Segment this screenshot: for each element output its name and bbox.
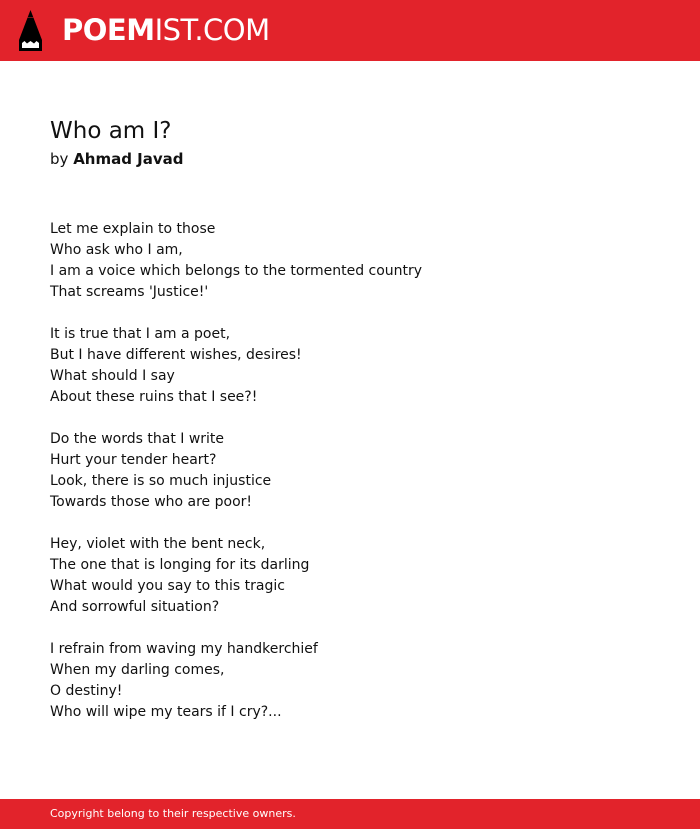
poem-stanza xyxy=(50,219,650,303)
logo-light-text: IST.COM xyxy=(154,13,270,47)
poem-line: The one that is longing for its darling xyxy=(50,557,310,573)
poem-line: When my darling comes, xyxy=(50,662,225,678)
poem-title: Who am I? xyxy=(50,118,172,144)
by-label: by xyxy=(50,150,69,168)
poem-line: Who will wipe my tears if I cry?... xyxy=(50,704,282,720)
copyright-text: Copyright belong to their respective owners. xyxy=(50,807,296,820)
author-name: Ahmad Javad xyxy=(73,150,184,168)
poem-stanza xyxy=(50,324,650,408)
site-logo[interactable] xyxy=(62,12,270,48)
poem-line: I refrain from waving my handkerchief xyxy=(50,641,318,657)
poem-line: What would you say to this tragic xyxy=(50,578,285,594)
byline xyxy=(50,148,184,170)
poem-stanza xyxy=(50,534,650,618)
logo-bold-text: POEM xyxy=(62,13,155,47)
poem-line: Hurt your tender heart? xyxy=(50,452,217,468)
poem-stanza xyxy=(50,429,650,513)
poem-line: It is true that I am a poet, xyxy=(50,326,231,342)
poem-line: I am a voice which belongs to the tormented country xyxy=(50,263,423,279)
poem-line: Let me explain to those xyxy=(50,221,216,237)
poem-line: Hey, violet with the bent neck, xyxy=(50,536,266,552)
poem-line: Who ask who I am, xyxy=(50,242,183,258)
poem-line: About these ruins that I see?! xyxy=(50,389,258,405)
site-footer xyxy=(0,799,700,829)
poem-line: O destiny! xyxy=(50,683,123,699)
poem-line: Do the words that I write xyxy=(50,431,225,447)
pencil-tip-icon[interactable] xyxy=(18,10,43,51)
poem-line: What should I say xyxy=(50,368,175,384)
poem-line: But I have different wishes, desires! xyxy=(50,347,302,363)
poem-line: That screams 'Justice!' xyxy=(50,284,209,300)
poem-line: Look, there is so much injustice xyxy=(50,473,272,489)
poem-stanza xyxy=(50,639,650,723)
poem-body xyxy=(50,219,650,744)
site-header xyxy=(0,0,700,61)
poem-line: Towards those who are poor! xyxy=(50,494,253,510)
poem-line: And sorrowful situation? xyxy=(50,599,220,615)
